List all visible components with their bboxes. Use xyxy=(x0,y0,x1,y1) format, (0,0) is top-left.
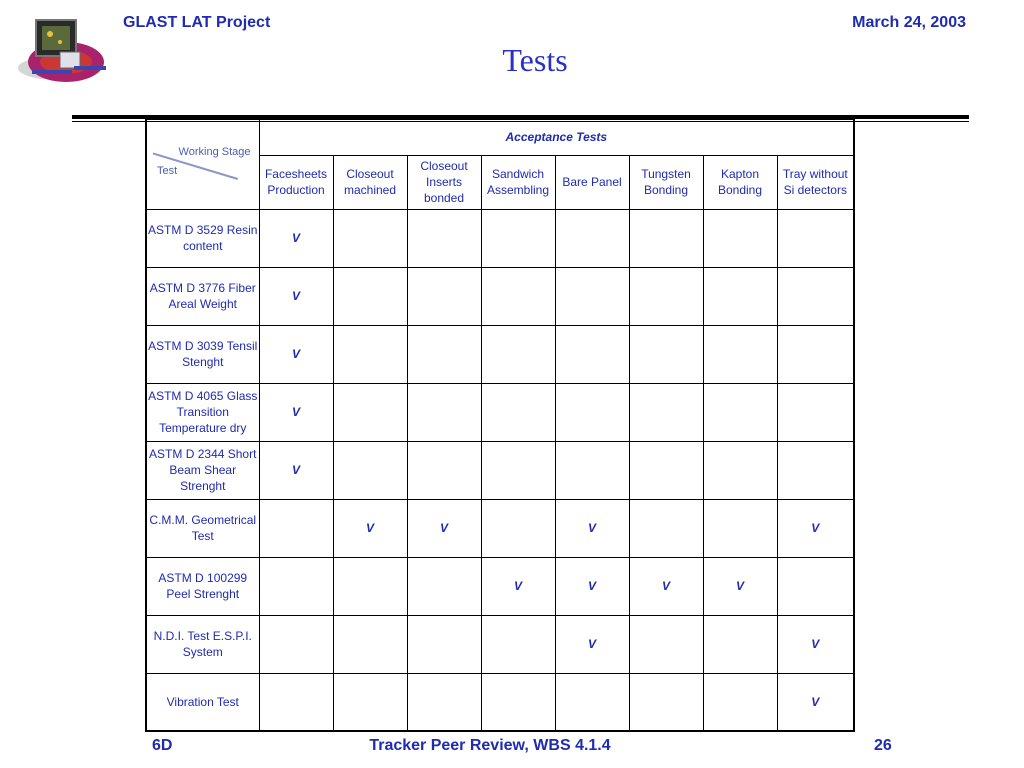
empty-cell xyxy=(629,209,703,267)
empty-cell xyxy=(555,441,629,499)
presentation-date: March 24, 2003 xyxy=(852,14,966,31)
empty-cell xyxy=(777,267,854,325)
empty-cell xyxy=(555,209,629,267)
empty-cell xyxy=(481,209,555,267)
test-row xyxy=(146,383,854,441)
empty-cell xyxy=(407,673,481,731)
empty-cell xyxy=(555,267,629,325)
project-name: GLAST LAT Project xyxy=(123,14,271,31)
empty-cell xyxy=(777,557,854,615)
empty-cell xyxy=(703,383,777,441)
stage-header-cell: Closeout Inserts bonded xyxy=(407,155,481,209)
test-name-cell: C.M.M. Geometrical Test xyxy=(146,499,259,557)
test-name-cell: Vibration Test xyxy=(146,673,259,731)
test-name-cell: ASTM D 3039 Tensil Stenght xyxy=(146,325,259,383)
check-mark-cell: V xyxy=(333,499,407,557)
test-name-cell: ASTM D 3529 Resin content xyxy=(146,209,259,267)
empty-cell xyxy=(629,673,703,731)
empty-cell xyxy=(333,267,407,325)
empty-cell xyxy=(629,267,703,325)
test-row xyxy=(146,441,854,499)
test-row xyxy=(146,325,854,383)
stage-header-cell: Tray without Si detectors xyxy=(777,155,854,209)
check-mark-cell: V xyxy=(259,209,333,267)
header-row-group xyxy=(146,119,854,155)
check-mark-cell: V xyxy=(259,383,333,441)
page-number: 26 xyxy=(874,737,892,754)
empty-cell xyxy=(481,325,555,383)
empty-cell xyxy=(481,673,555,731)
empty-cell xyxy=(407,325,481,383)
empty-cell xyxy=(407,267,481,325)
slide-title: Tests xyxy=(502,42,568,78)
empty-cell xyxy=(259,615,333,673)
empty-cell xyxy=(703,209,777,267)
empty-cell xyxy=(481,383,555,441)
check-mark-cell: V xyxy=(555,557,629,615)
empty-cell xyxy=(629,615,703,673)
empty-cell xyxy=(407,557,481,615)
test-name-cell: ASTM D 2344 Short Beam Shear Strenght xyxy=(146,441,259,499)
check-mark-cell: V xyxy=(555,615,629,673)
stage-header-cell: Facesheets Production xyxy=(259,155,333,209)
empty-cell xyxy=(777,209,854,267)
empty-cell xyxy=(777,383,854,441)
stage-header-cell: Tungsten Bonding xyxy=(629,155,703,209)
acceptance-tests-table xyxy=(145,118,855,732)
stage-header-cell: Closeout machined xyxy=(333,155,407,209)
empty-cell xyxy=(481,615,555,673)
test-name-cell: ASTM D 100299 Peel Strenght xyxy=(146,557,259,615)
empty-cell xyxy=(703,267,777,325)
empty-cell xyxy=(333,557,407,615)
stage-header-cell: Bare Panel xyxy=(555,155,629,209)
test-row xyxy=(146,499,854,557)
empty-cell xyxy=(629,441,703,499)
empty-cell xyxy=(259,499,333,557)
empty-cell xyxy=(777,325,854,383)
empty-cell xyxy=(333,325,407,383)
empty-cell xyxy=(629,325,703,383)
empty-cell xyxy=(703,325,777,383)
empty-cell xyxy=(333,441,407,499)
footer-section: 6D xyxy=(152,737,173,754)
empty-cell xyxy=(333,673,407,731)
empty-cell xyxy=(703,441,777,499)
test-row xyxy=(146,267,854,325)
empty-cell xyxy=(481,267,555,325)
check-mark-cell: V xyxy=(777,499,854,557)
check-mark-cell: V xyxy=(259,441,333,499)
check-mark-cell: V xyxy=(259,325,333,383)
footer-title: Tracker Peer Review, WBS 4.1.4 xyxy=(369,737,611,754)
empty-cell xyxy=(555,383,629,441)
stage-header-cell: Sandwich Assembling xyxy=(481,155,555,209)
empty-cell xyxy=(629,383,703,441)
empty-cell xyxy=(407,209,481,267)
test-row xyxy=(146,557,854,615)
check-mark-cell: V xyxy=(407,499,481,557)
empty-cell xyxy=(629,499,703,557)
test-name-cell: N.D.I. Test E.S.P.I. System xyxy=(146,615,259,673)
empty-cell xyxy=(703,673,777,731)
test-row xyxy=(146,615,854,673)
empty-cell xyxy=(259,557,333,615)
empty-cell xyxy=(407,615,481,673)
check-mark-cell: V xyxy=(777,673,854,731)
empty-cell xyxy=(481,499,555,557)
stage-header-cell: Kapton Bonding xyxy=(703,155,777,209)
empty-cell xyxy=(481,441,555,499)
empty-cell xyxy=(333,209,407,267)
empty-cell xyxy=(703,615,777,673)
empty-cell xyxy=(407,383,481,441)
check-mark-cell: V xyxy=(703,557,777,615)
empty-cell xyxy=(555,673,629,731)
check-mark-cell: V xyxy=(555,499,629,557)
empty-cell xyxy=(555,325,629,383)
corner-cell xyxy=(146,119,259,209)
test-name-cell: ASTM D 4065 Glass Transition Temperature dry xyxy=(146,383,259,441)
test-name-cell: ASTM D 3776 Fiber Areal Weight xyxy=(146,267,259,325)
empty-cell xyxy=(407,441,481,499)
empty-cell xyxy=(703,499,777,557)
test-row xyxy=(146,673,854,731)
corner-label-test: Test xyxy=(157,165,178,177)
test-row xyxy=(146,209,854,267)
corner-label-working-stage: Working Stage xyxy=(178,146,251,158)
empty-cell xyxy=(777,441,854,499)
acceptance-tests-header: Acceptance Tests xyxy=(259,119,854,155)
empty-cell xyxy=(333,615,407,673)
check-mark-cell: V xyxy=(777,615,854,673)
empty-cell xyxy=(259,673,333,731)
check-mark-cell: V xyxy=(259,267,333,325)
check-mark-cell: V xyxy=(629,557,703,615)
check-mark-cell: V xyxy=(481,557,555,615)
empty-cell xyxy=(333,383,407,441)
